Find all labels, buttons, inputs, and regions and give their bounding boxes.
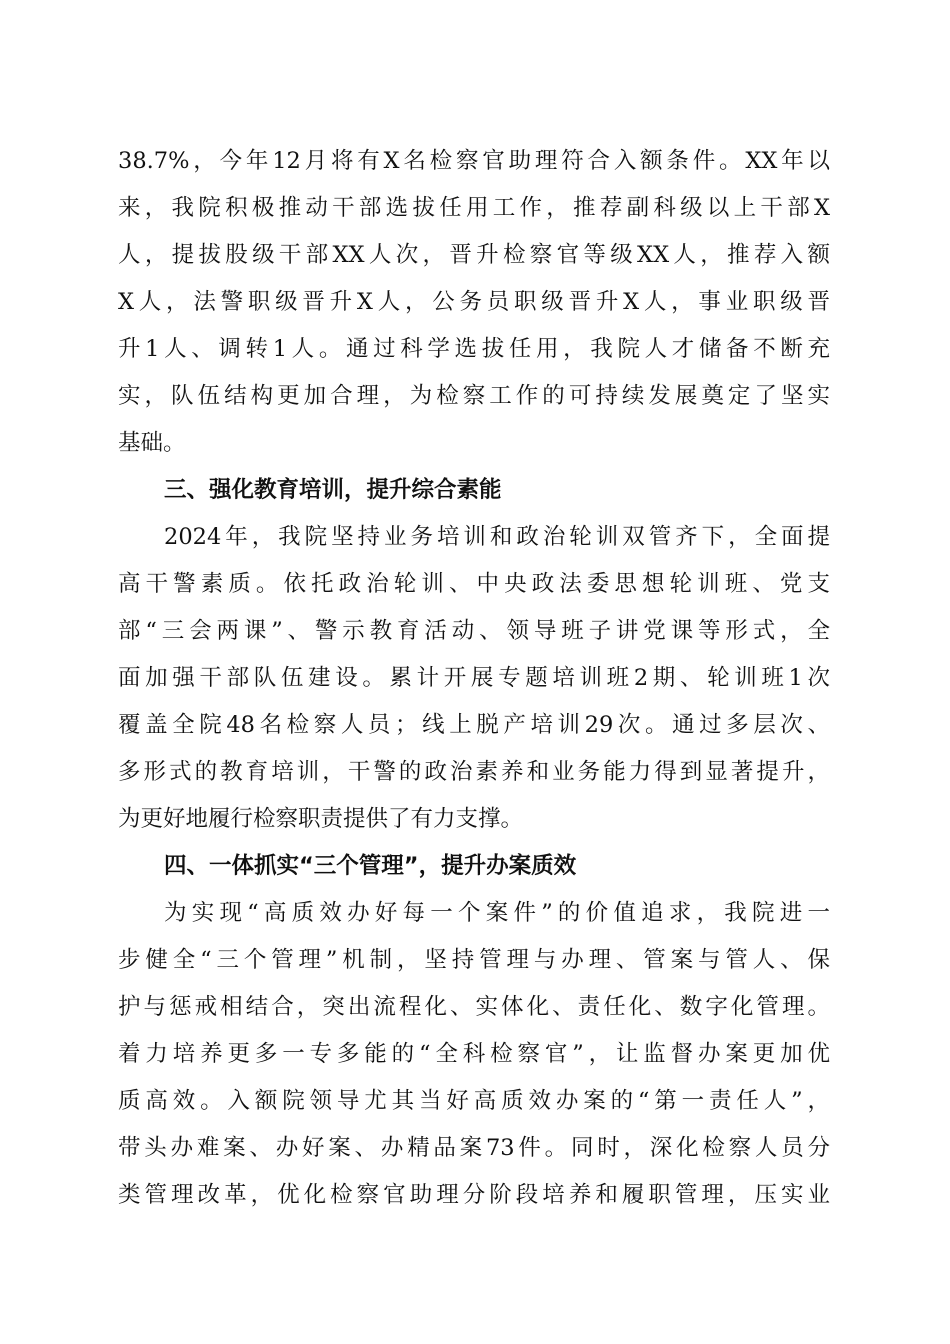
text-line: X人，法警职级晋升X人，公务员职级晋升X人，事业职级晋 bbox=[118, 289, 830, 315]
section-heading-three-management: 四、一体抓实“三个管理”，提升办案质效 bbox=[164, 853, 577, 879]
text-line: 质高效。入额院领导尤其当好高质效办案的“第一责任人”， bbox=[118, 1088, 830, 1114]
paragraph-selection-continued bbox=[118, 138, 830, 467]
text-line: 护与惩戒相结合，突出流程化、实体化、责任化、数字化管理。 bbox=[118, 994, 830, 1020]
text-line: 着力培养更多一专多能的“全科检察官”，让监督办案更加优 bbox=[118, 1041, 830, 1067]
section-heading-education-training: 三、强化教育培训，提升综合素能 bbox=[164, 477, 502, 503]
text-line: 升1人、调转1人。通过科学选拔任用，我院人才储备不断充 bbox=[118, 336, 830, 362]
text-line: 多形式的教育培训，干警的政治素养和业务能力得到显著提升， bbox=[118, 759, 830, 785]
text-line: 高干警素质。依托政治轮训、中央政法委思想轮训班、党支 bbox=[118, 571, 830, 597]
text-line: 步健全“三个管理”机制，坚持管理与办理、管案与管人、保 bbox=[118, 947, 830, 973]
text-line: 来，我院积极推动干部选拔任用工作，推荐副科级以上干部X bbox=[118, 195, 830, 221]
document-page bbox=[118, 138, 830, 1219]
text-line: 2024年，我院坚持业务培训和政治轮训双管齐下，全面提 bbox=[164, 524, 830, 550]
text-line: 带头办难案、办好案、办精品案73件。同时，深化检察人员分 bbox=[118, 1135, 830, 1161]
text-line: 基础。 bbox=[118, 430, 186, 456]
text-line: 覆盖全院48名检察人员；线上脱产培训29次。通过多层次、 bbox=[118, 712, 830, 738]
text-line: 为更好地履行检察职责提供了有力支撑。 bbox=[118, 806, 524, 832]
text-line: 38.7%，今年12月将有X名检察官助理符合入额条件。XX年以 bbox=[118, 148, 830, 174]
text-line: 面加强干部队伍建设。累计开展专题培训班2期、轮训班1次 bbox=[118, 665, 830, 691]
text-line: 类管理改革，优化检察官助理分阶段培养和履职管理，压实业 bbox=[118, 1182, 830, 1208]
text-line: 部“三会两课”、警示教育活动、领导班子讲党课等形式，全 bbox=[118, 618, 830, 644]
paragraph-education-training bbox=[118, 514, 830, 843]
paragraph-three-management bbox=[118, 890, 830, 1219]
text-line: 实，队伍结构更加合理，为检察工作的可持续发展奠定了坚实 bbox=[118, 383, 830, 409]
text-line: 为实现“高质效办好每一个案件”的价值追求，我院进一 bbox=[164, 900, 830, 926]
text-line: 人，提拔股级干部XX人次，晋升检察官等级XX人，推荐入额 bbox=[118, 242, 830, 268]
